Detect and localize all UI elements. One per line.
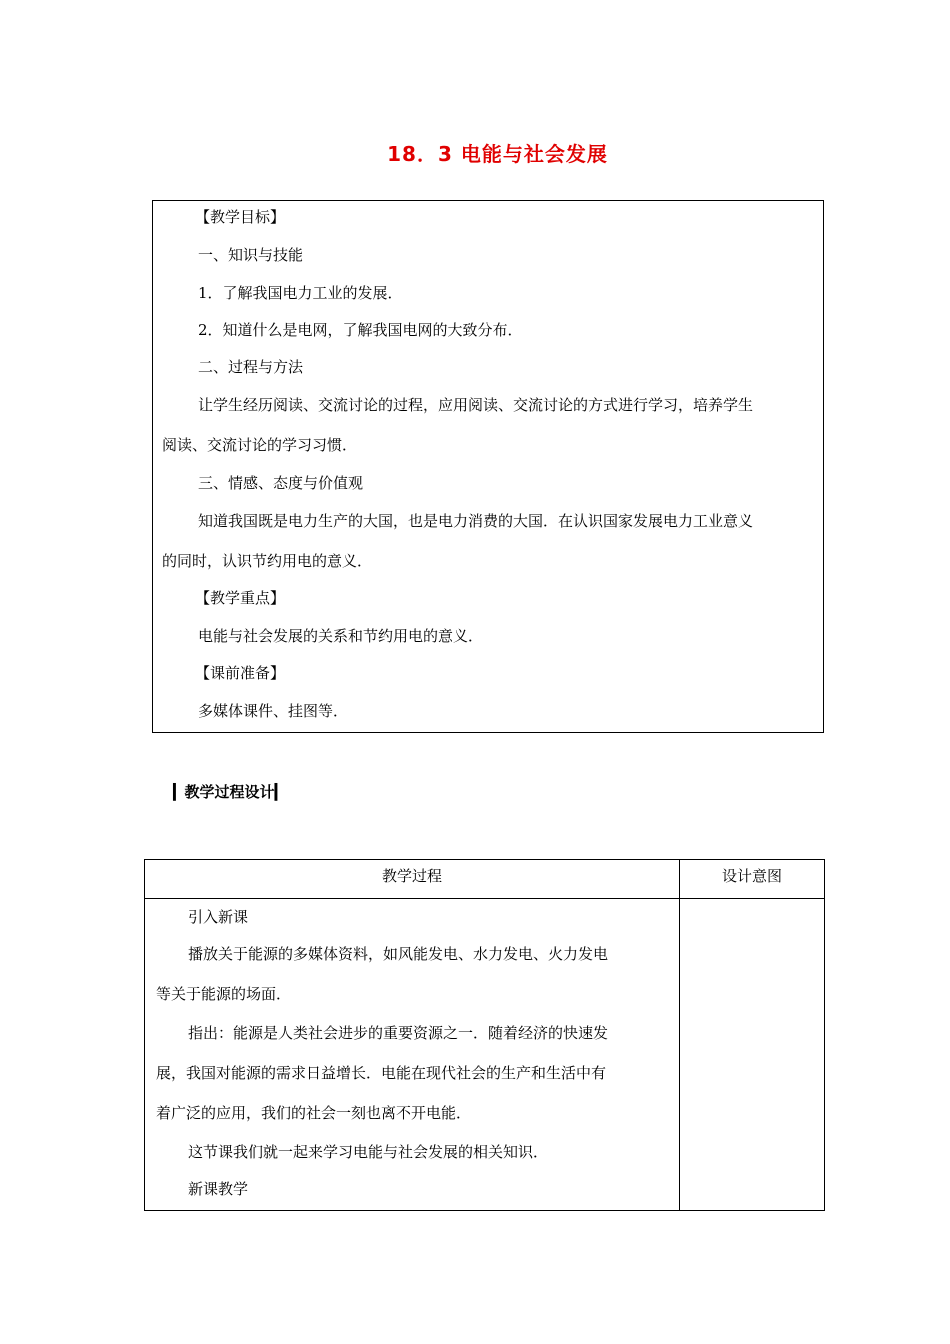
knowledge-item-1: 1．了解我国电力工业的发展．	[198, 284, 403, 302]
point-text-line1: 指出：能源是人类社会进步的重要资源之一．随着经济的快速发	[188, 1024, 609, 1042]
keypoint-text: 电能与社会发展的关系和节约用电的意义．	[198, 627, 484, 645]
new-lesson-heading: 新课教学	[188, 1180, 249, 1198]
page-title: 18．3 电能与社会发展	[387, 142, 608, 166]
media-text-line2: 等关于能源的场面．	[156, 985, 292, 1003]
column-divider	[679, 860, 680, 1210]
knowledge-item-2: 2．知道什么是电网，了解我国电网的大致分布．	[198, 321, 523, 339]
process-design-heading: ▎教学过程设计▎	[173, 783, 287, 801]
column-header-process: 教学过程	[381, 867, 442, 885]
emotion-values-heading: 三、情感、态度与价值观	[198, 474, 364, 492]
media-text-line1: 播放关于能源的多媒体资料，如风能发电、水力发电、火力发电	[188, 945, 609, 963]
point-text-line3: 着广泛的应用，我们的社会一刻也离不开电能．	[156, 1104, 472, 1122]
knowledge-skills-heading: 一、知识与技能	[198, 246, 304, 264]
preparation-heading: 【课前准备】	[195, 664, 286, 682]
header-divider	[145, 898, 824, 899]
preparation-text: 多媒体课件、挂图等．	[198, 702, 349, 720]
emotion-values-text-line2: 的同时，认识节约用电的意义．	[162, 552, 373, 570]
point-text-line2: 展，我国对能源的需求日益增长．电能在现代社会的生产和生活中有	[156, 1064, 607, 1082]
process-method-heading: 二、过程与方法	[198, 358, 304, 376]
teaching-process-table	[144, 859, 825, 1211]
objectives-heading: 【教学目标】	[195, 208, 286, 226]
intro-heading: 引入新课	[188, 908, 249, 926]
teaching-objectives-box	[152, 200, 824, 733]
keypoint-heading: 【教学重点】	[195, 589, 286, 607]
process-method-text-line2: 阅读、交流讨论的学习习惯．	[162, 436, 358, 454]
emotion-values-text-line1: 知道我国既是电力生产的大国，也是电力消费的大国．在认识国家发展电力工业意义	[198, 512, 754, 530]
process-method-text-line1: 让学生经历阅读、交流讨论的过程，应用阅读、交流讨论的方式进行学习，培养学生	[198, 396, 754, 414]
column-header-intent: 设计意图	[721, 867, 782, 885]
lesson-intro-line: 这节课我们就一起来学习电能与社会发展的相关知识．	[188, 1143, 549, 1161]
